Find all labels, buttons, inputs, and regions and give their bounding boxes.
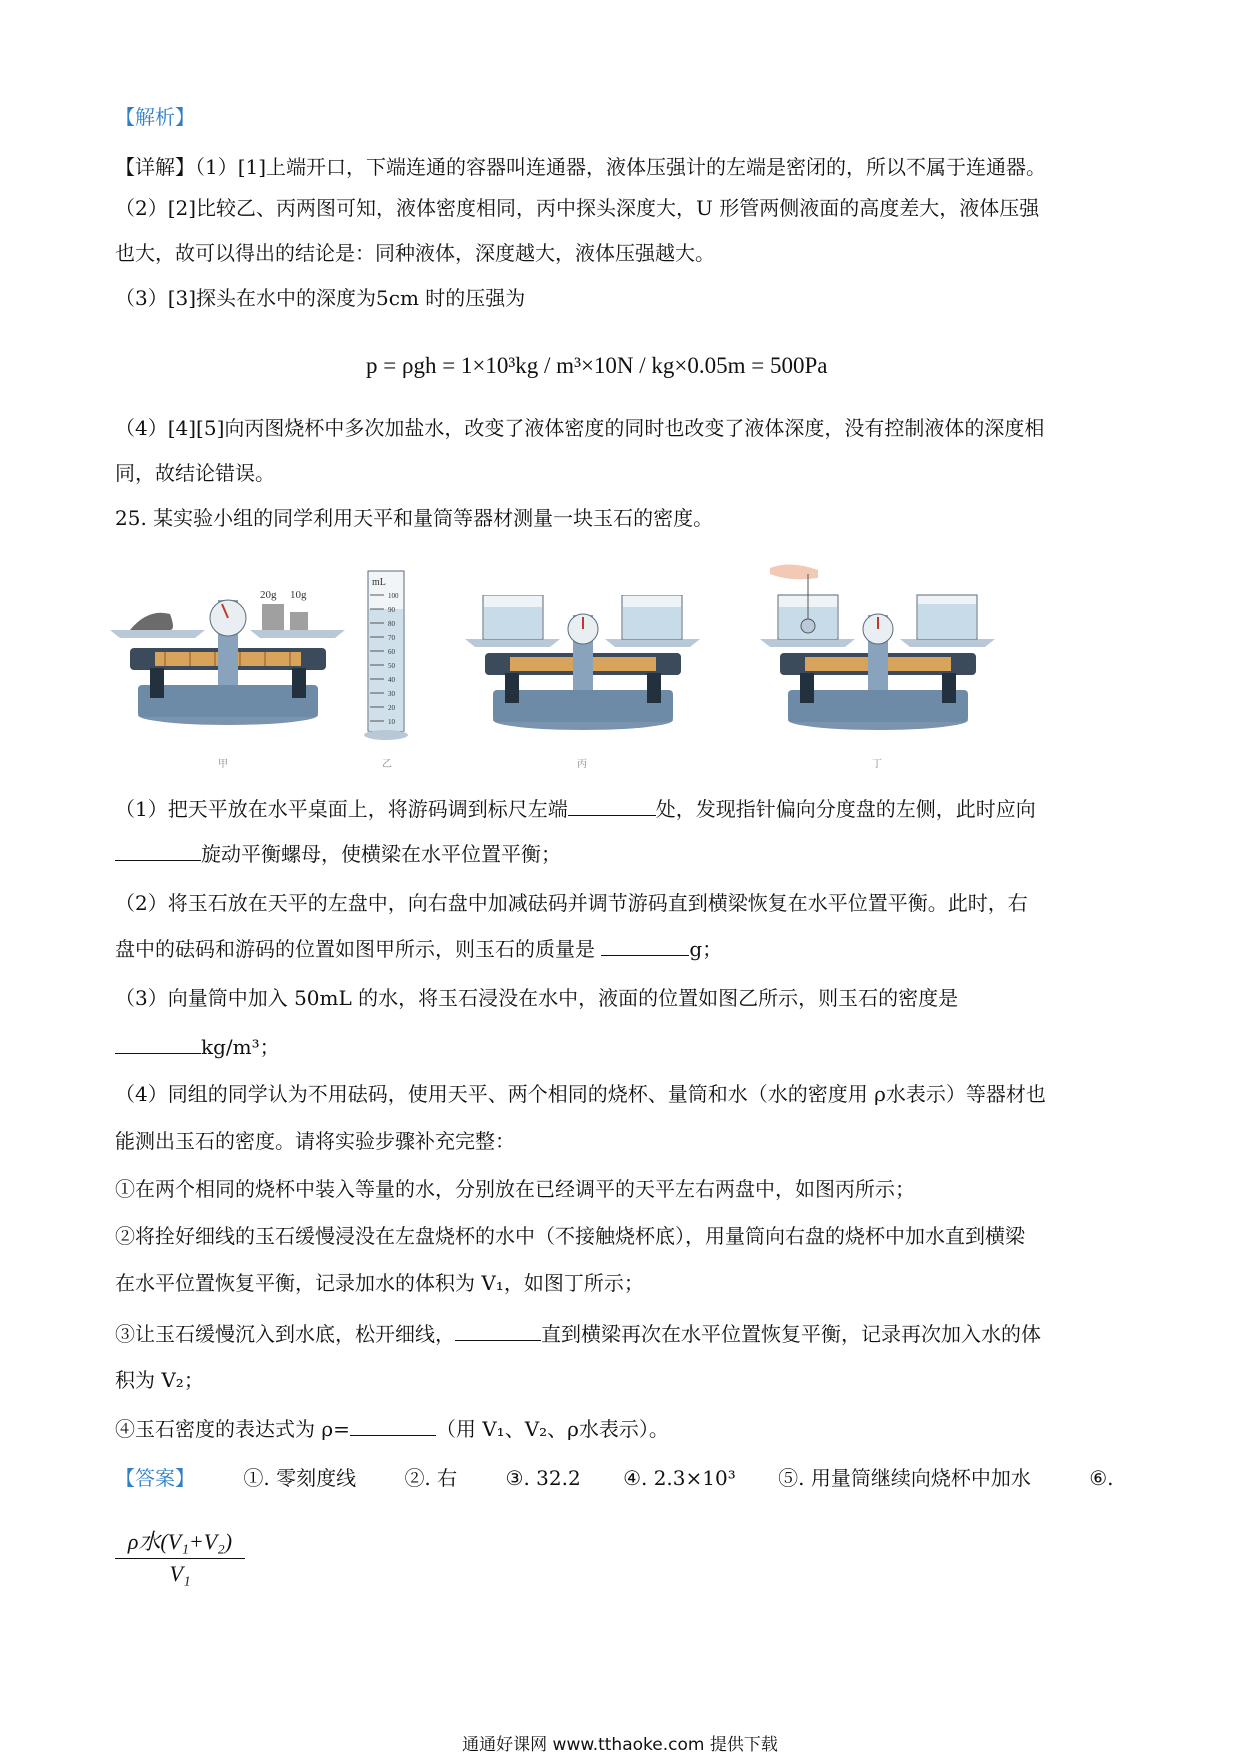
answer-1: ①. 零刻度线 bbox=[243, 1466, 357, 1490]
detail-tag: 【详解】 bbox=[115, 155, 195, 179]
q4-line-b: 能测出玉石的密度。请将实验步骤补充完整： bbox=[115, 1129, 515, 1153]
tick-40: 40 bbox=[388, 676, 395, 684]
step-1: ①在两个相同的烧杯中装入等量的水，分别放在已经调平的天平左右两盘中，如图丙所示； bbox=[115, 1177, 915, 1201]
q1-line-a bbox=[115, 793, 1036, 824]
figure-label-jia: 甲 bbox=[218, 759, 228, 770]
figure-label-yi: 乙 bbox=[382, 759, 392, 770]
tick-10: 10 bbox=[388, 718, 395, 726]
tick-90: 90 bbox=[388, 606, 395, 614]
figure-cylinder-yi bbox=[362, 565, 410, 745]
blank-5[interactable] bbox=[455, 1318, 541, 1341]
s4-post: （用 V₁、V₂、ρ水表示）。 bbox=[435, 1417, 669, 1441]
blank-6[interactable] bbox=[350, 1413, 436, 1436]
q3-line-b bbox=[115, 1031, 280, 1062]
answer-line bbox=[115, 1463, 1113, 1493]
analysis-p4a: （4）[4][5]向丙图烧杯中多次加盐水，改变了液体密度的同时也改变了液体深度，没有控制液体的深度相 bbox=[115, 416, 1045, 440]
answer-4: ④. 2.3×10³ bbox=[623, 1466, 736, 1490]
analysis-p2a: （2）[2]比较乙、丙两图可知，液体密度相同，丙中探头深度大，U 形管两侧液面的高度差大，液体压强 bbox=[115, 196, 1040, 220]
tick-80: 80 bbox=[388, 620, 395, 628]
tick-60: 60 bbox=[388, 648, 395, 656]
q2-line-b bbox=[115, 933, 722, 964]
question-stem: 25. 某实验小组的同学利用天平和量筒等器材测量一块玉石的密度。 bbox=[115, 506, 714, 530]
blank-1[interactable] bbox=[568, 793, 656, 816]
step-3a bbox=[115, 1318, 1041, 1349]
figure-label-bing: 丙 bbox=[577, 759, 587, 770]
answer-2: ②. 右 bbox=[404, 1466, 458, 1490]
answer-tag: 【答案】 bbox=[115, 1466, 195, 1490]
figure-balance-jia bbox=[110, 560, 345, 740]
q4-line-a: （4）同组的同学认为不用砝码，使用天平、两个相同的烧杯、量筒和水（水的密度用 ρ水表示）等器材也 bbox=[115, 1082, 1046, 1106]
analysis-p4b: 同，故结论错误。 bbox=[115, 461, 275, 485]
analysis-p2b: 也大，故可以得出的结论是：同种液体，深度越大，液体压强越大。 bbox=[115, 241, 715, 265]
blank-2[interactable] bbox=[115, 838, 201, 861]
s3a-post: 直到横梁再次在水平位置恢复平衡，记录再次加入水的体 bbox=[541, 1322, 1041, 1346]
q3b-text: kg/m³； bbox=[201, 1035, 280, 1059]
analysis-p1-text: （1）[1]上端开口，下端连通的容器叫连通器，液体压强计的左端是密闭的，所以不属于连通器。 bbox=[195, 155, 1047, 179]
step-4 bbox=[115, 1413, 669, 1444]
page-footer: 通通好课网 www.tthaoke.com 提供下载 bbox=[462, 1735, 778, 1755]
tick-30: 30 bbox=[388, 690, 395, 698]
step-2a: ②将拴好细线的玉石缓慢浸没在左盘烧杯的水中（不接触烧杯底），用量筒向右盘的烧杯中加水直到横梁 bbox=[115, 1224, 1025, 1248]
answer-5: ⑤. 用量筒继续向烧杯中加水 bbox=[778, 1466, 1031, 1490]
q1a-pre: （1）把天平放在水平桌面上，将游码调到标尺左端 bbox=[115, 797, 568, 821]
pressure-formula: p = ρgh = 1×10³kg / m³×10N / kg×0.05m = 500Pa bbox=[366, 353, 828, 378]
fraction-numerator: ρ水(V₁+V₂) bbox=[127, 1529, 233, 1554]
step-3b: 积为 V₂； bbox=[115, 1368, 204, 1392]
fraction-denominator: V₁ bbox=[169, 1561, 191, 1586]
q3-line-a: （3）向量筒中加入 50mL 的水，将玉石浸没在水中，液面的位置如图乙所示，则玉石的密度是 bbox=[115, 986, 959, 1010]
weight-label-20g: 20g bbox=[260, 589, 277, 601]
q2b-post: g； bbox=[689, 937, 723, 961]
tick-100: 100 bbox=[388, 592, 399, 600]
q2b-pre: 盘中的砝码和游码的位置如图甲所示，则玉石的质量是 bbox=[115, 937, 602, 961]
figure-label-ding: 丁 bbox=[872, 759, 882, 770]
weight-label-10g: 10g bbox=[290, 589, 307, 601]
analysis-heading: 【解析】 bbox=[115, 105, 195, 129]
answer-3: ③. 32.2 bbox=[505, 1466, 581, 1490]
fraction-bar bbox=[115, 1558, 245, 1559]
cylinder-unit: mL bbox=[372, 577, 386, 588]
tick-50: 50 bbox=[388, 662, 395, 670]
q1b-text: 旋动平衡螺母，使横梁在水平位置平衡； bbox=[201, 842, 561, 866]
s4-pre: ④玉石密度的表达式为 ρ= bbox=[115, 1417, 350, 1441]
q1a-post: 处，发现指针偏向分度盘的左侧，此时应向 bbox=[655, 797, 1036, 821]
q1-line-b bbox=[115, 838, 561, 869]
tick-70: 70 bbox=[388, 634, 395, 642]
figure-balance-ding bbox=[760, 560, 995, 745]
answer-6-fraction bbox=[115, 1525, 245, 1587]
q2-line-a: （2）将玉石放在天平的左盘中，向右盘中加减砝码并调节游码直到横梁恢复在水平位置平衡。此时，右 bbox=[115, 891, 1028, 915]
blank-4[interactable] bbox=[115, 1031, 201, 1054]
blank-3[interactable] bbox=[601, 933, 689, 956]
step-2b: 在水平位置恢复平衡，记录加水的体积为 V₁，如图丁所示； bbox=[115, 1271, 644, 1295]
answer-6: ⑥. bbox=[1089, 1466, 1114, 1490]
tick-20: 20 bbox=[388, 704, 395, 712]
s3a-pre: ③让玉石缓慢沉入到水底，松开细线， bbox=[115, 1322, 455, 1346]
analysis-p3: （3）[3]探头在水中的深度为5cm 时的压强为 bbox=[115, 286, 526, 310]
figure-balance-bing bbox=[465, 595, 700, 745]
analysis-p1 bbox=[115, 152, 1046, 182]
